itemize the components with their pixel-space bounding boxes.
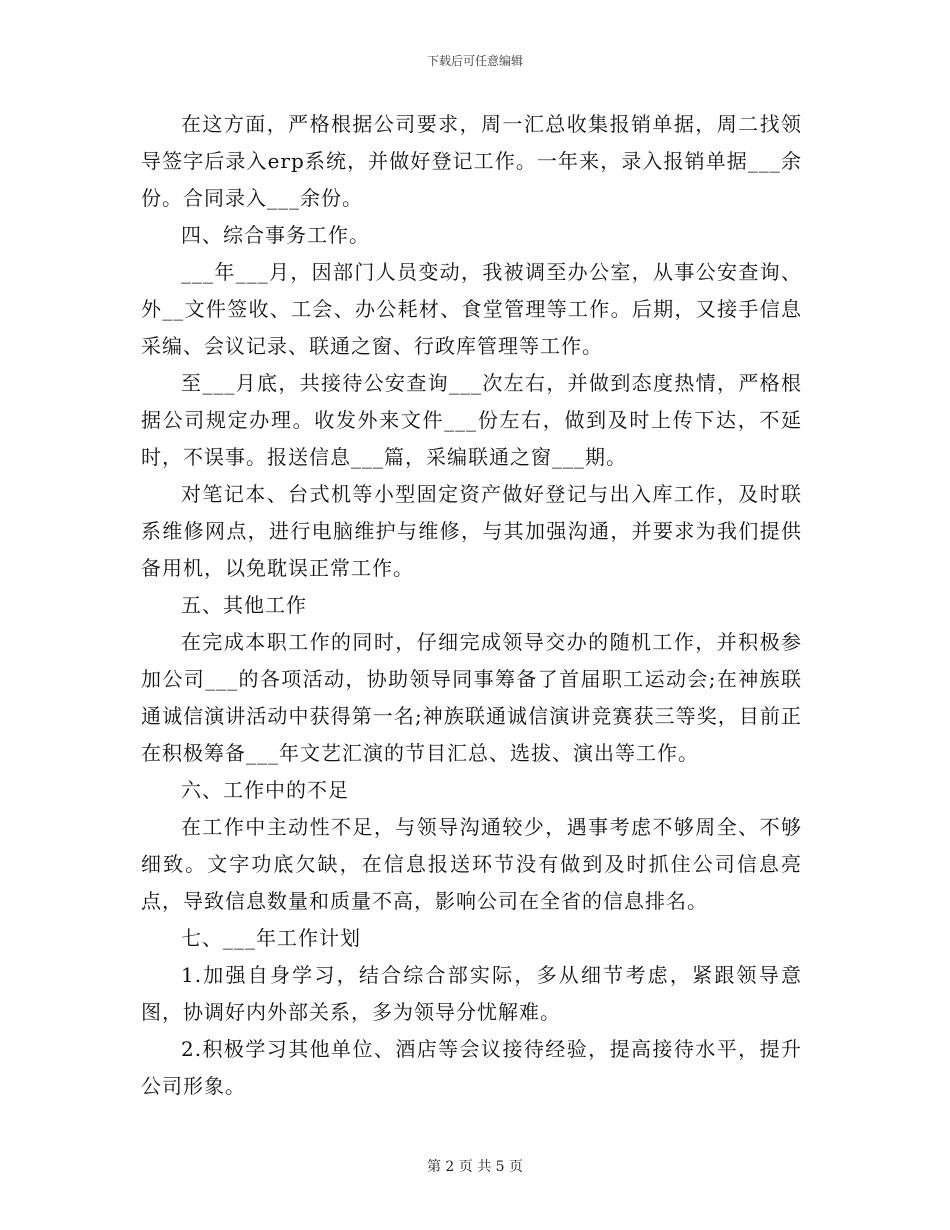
paragraph-reception-stats: 至___月底，共接待公安查询___次左右，并做到态度热情，严格根据公司规定办理。收发外来文件___份左右，做到及时上传下达，不延时，不误事。报送信息___篇，采编联通之窗___期。 xyxy=(141,371,802,469)
section-heading-general-affairs: 四、综合事务工作。 xyxy=(181,223,370,247)
paragraph-activities: 在完成本职工作的同时，仔细完成领导交办的随机工作，并积极参加公司___的各项活动，协助领导同事筹备了首届职工运动会;在神族联通诚信演讲活动中获得第一名;神族联通诚信演讲竞赛获三等奖，目前正在积极筹备___年文艺汇演的节目汇总、选拔、演出等工作。 xyxy=(141,630,802,765)
paragraph-transfer: ___年___月，因部门人员变动，我被调至办公室，从事公安查询、外__文件签收、工会、办公耗材、食堂管理等工作。后期，又接手信息采编、会议记录、联通之窗、行政库管理等工作。 xyxy=(141,260,802,358)
paragraph-shortcomings: 在工作中主动性不足，与领导沟通较少，遇事考虑不够周全、不够细致。文字功底欠缺，在信息报送环节没有做到及时抓住公司信息亮点，导致信息数量和质量不高，影响公司在全省的信息排名。 xyxy=(141,815,802,913)
page-number: 第 2 页 共 5 页 xyxy=(426,1159,524,1175)
document-body xyxy=(141,106,802,1105)
section-heading-work-plan: 七、___年工作计划 xyxy=(181,926,361,950)
paragraph-expense-entry: 在这方面，严格根据公司要求，周一汇总收集报销单据，周二找领导签字后录入erp系统，并做好登记工作。一年来，录入报销单据___余份。合同录入___余份。 xyxy=(141,112,802,210)
paragraph-asset-management: 对笔记本、台式机等小型固定资产做好登记与出入库工作，及时联系维修网点，进行电脑维护与维修，与其加强沟通，并要求为我们提供备用机，以免耽误正常工作。 xyxy=(141,482,802,580)
paragraph-plan-item-2: 2.积极学习其他单位、酒店等会议接待经验，提高接待水平，提升公司形象。 xyxy=(141,1037,802,1098)
section-heading-other-work: 五、其他工作 xyxy=(181,593,307,617)
page-header: 下载后可任意编辑 xyxy=(426,54,523,68)
paragraph-plan-item-1: 1.加强自身学习，结合综合部实际，多从细节考虑，紧跟领导意图，协调好内外部关系，多为领导分忧解难。 xyxy=(141,963,802,1024)
section-heading-shortcomings: 六、工作中的不足 xyxy=(181,778,349,802)
